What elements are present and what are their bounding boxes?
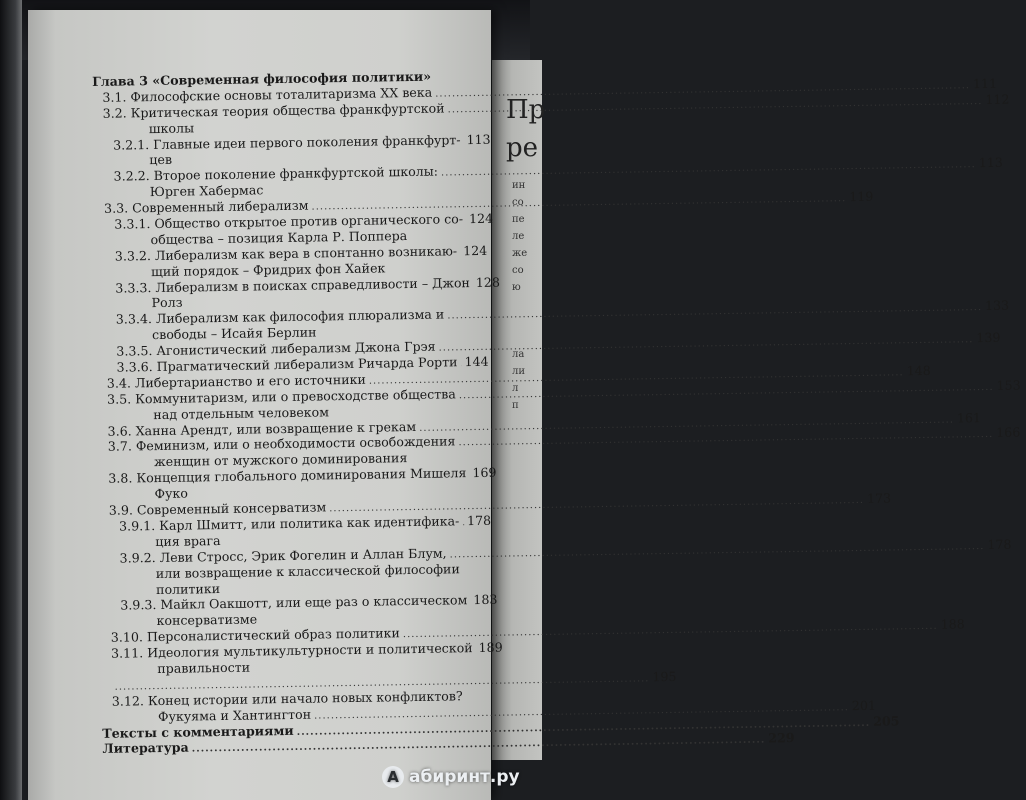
toc-entry-title: Фуко	[154, 485, 189, 502]
toc-entry-title: 3.7. Феминизм, или о необходимости освобождения	[107, 433, 456, 455]
toc-entry-title: ция врага	[155, 532, 221, 549]
toc-page-number: 229	[768, 730, 795, 746]
toc-entry-title: щий порядок – Фридрих фон Хайек	[150, 260, 386, 279]
toc-entry-title: 3.3.4. Либерализм как философия плюрализма и	[115, 306, 445, 328]
right-page-fragment: п	[512, 400, 519, 411]
toc-entry-title: Юрген Хабермас	[149, 182, 264, 200]
toc-entry-title: Глава 3 «Современная философия политики»	[92, 68, 432, 89]
toc-leader-dots	[462, 515, 464, 531]
toc-entry-title: правильности	[157, 659, 251, 676]
toc-page-number: 113	[978, 155, 1003, 171]
watermark-text: абиринт.ру	[409, 767, 520, 787]
toc-page-number: 173	[866, 490, 892, 506]
toc-entry-title: 3.12. Конец истории или начало новых конфликтов?	[111, 687, 463, 709]
toc-entry-title: общества – позиция Карла Р. Поппера	[150, 227, 408, 248]
toc-page-number: 188	[940, 616, 965, 632]
toc-entry-title: консерватизме	[156, 611, 258, 629]
toc-page-number: 111	[972, 75, 998, 92]
toc-entry-title: над отдельным человеком	[153, 404, 330, 422]
toc-page-number: 112	[985, 91, 1010, 107]
toc-entry-title: 3.9.3. Майкл Оакшотт, или еще раз о классическом	[120, 592, 468, 614]
toc-entry-title: Литература	[102, 739, 189, 757]
right-page-fragment: со	[512, 265, 524, 276]
toc-page-number: 124	[462, 242, 488, 258]
toc-page-number: 113	[466, 131, 491, 147]
right-page-heading: ре	[506, 133, 539, 163]
toc-leader-dots	[460, 356, 461, 372]
toc-page-number: 166	[996, 424, 1021, 441]
toc-page-number: 161	[956, 409, 982, 426]
toc-entry-title: 3.4. Либертарианство и его источники	[106, 371, 366, 391]
toc-entry-title: 3.11. Идеология мультикультурности и политической	[110, 640, 473, 661]
right-page-fragment: л	[512, 383, 519, 394]
right-page-fragment: ю	[512, 282, 521, 293]
toc-entry-title: 3.3.2. Либерализм как вера в спонтанно возникаю-	[114, 243, 458, 264]
toc-entry-title: 3.1. Философские основы тоталитаризма XX века	[102, 84, 433, 105]
toc-page-number: 139	[976, 329, 1001, 346]
right-page-fragment: пе	[512, 214, 525, 225]
toc-page-number: 148	[906, 362, 931, 379]
toc-entry-title: цев	[149, 152, 173, 168]
right-page-fragment: ла	[512, 349, 525, 360]
table-of-contents	[92, 68, 1021, 757]
toc-entry-title: 3.2.2. Второе поколение франкфуртской школы:	[113, 163, 439, 185]
right-page-heading: Пр	[506, 95, 546, 125]
toc-page-number: 153	[996, 377, 1021, 393]
toc-page-number: 205	[873, 712, 900, 729]
toc-entry-title: 3.10. Персоналистический образ политики	[110, 625, 400, 645]
toc-entry-title: 3.3.6. Прагматический либерализм Ричарда Рорти	[116, 354, 458, 375]
toc-entry-title: школы	[148, 120, 195, 136]
toc-entry-title: 3.2. Критическая теория общества франкфуртской	[102, 100, 445, 121]
right-page-fragment: ин	[512, 180, 526, 191]
toc-page-number: 189	[478, 639, 503, 656]
book-spine	[0, 0, 22, 800]
toc-page-number: 133	[984, 297, 1010, 314]
toc-page-number: 195	[652, 668, 677, 685]
toc-entry-title: 3.5. Коммунитаризм, или о превосходстве общества	[106, 386, 456, 407]
toc-entry-title: Ролз	[151, 295, 183, 311]
toc-entry-title: 3.3. Современный либерализм	[103, 197, 309, 216]
toc-page-number: 183	[473, 592, 498, 608]
toc-entry-title: 3.3.1. Общество открытое против органического со-	[114, 211, 464, 232]
right-page-fragment: ли	[512, 366, 526, 377]
toc-entry-title: 3.9.2. Леви Стросс, Эрик Фогелин и Аллан Блум,	[119, 545, 447, 566]
toc-entry-title: 3.9.1. Карл Шмитт, или политика как идентифика-	[118, 513, 460, 534]
watermark	[382, 766, 520, 788]
right-page-fragment: же	[512, 248, 528, 259]
toc-entry-title: политики	[155, 580, 221, 597]
toc-page-number: 119	[849, 188, 874, 205]
toc-entry-title: 3.8. Концепция глобального доминирования Мишеля	[108, 465, 467, 487]
toc-page-number: 178	[987, 536, 1012, 552]
toc-entry-title: 3.3.5. Агонистический либерализм Джона Грэя	[116, 338, 436, 359]
toc-page-number: 124	[468, 210, 494, 227]
toc-entry-title: 3.2.1. Главные идеи первого поколения франкфурт-	[112, 131, 461, 153]
toc-page-number: 144	[464, 353, 489, 370]
toc-entry-title: Фукуяма и Хантингтон	[157, 706, 312, 724]
toc-entry-title: свободы – Исайя Берлин	[151, 324, 317, 343]
toc-entry-title: 3.6. Ханна Арендт, или возвращение к грекам	[107, 418, 417, 439]
right-page-fragment: ле	[512, 231, 525, 242]
toc-entry-title: Тексты с комментариями	[102, 722, 294, 741]
labirint-logo-icon: А	[382, 766, 404, 788]
toc-entry-title: женщин от мужского доминирования	[153, 450, 408, 470]
toc-page-number: 169	[472, 464, 497, 481]
toc-page-number: 178	[466, 512, 492, 529]
toc-entry-title: 3.9. Современный консерватизм	[108, 499, 327, 518]
toc-entry-title: или возвращение к классической философии	[155, 560, 460, 581]
toc-entry-title: 3.3.3. Либерализм в поисках справедливости – Джон	[115, 274, 470, 296]
right-page-fragment: со	[512, 197, 524, 208]
toc-page-number: 201	[851, 697, 877, 713]
toc-page-number: 128	[475, 274, 501, 290]
